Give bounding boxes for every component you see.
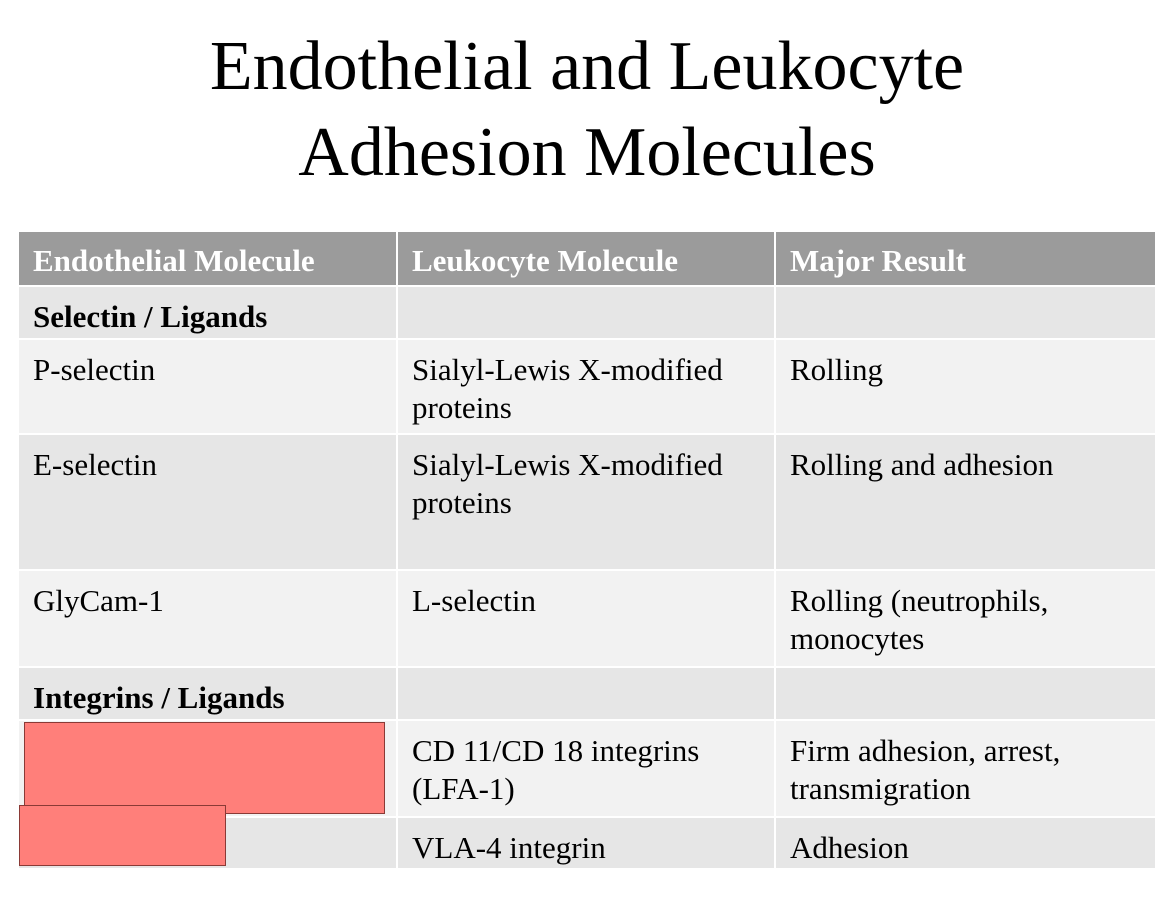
table-cell: L-selectin [397, 570, 775, 667]
redaction-box [19, 805, 226, 866]
table-cell: Adhesion [775, 817, 1155, 869]
table-cell [775, 667, 1155, 720]
table-cell: CD 11/CD 18 integrins (LFA-1) [397, 720, 775, 817]
section-heading-integrins: Integrins / Ligands [19, 667, 397, 720]
table-cell: Sialyl-Lewis X-modified proteins [397, 434, 775, 570]
table-cell: Rolling (neutrophils, monocytes [775, 570, 1155, 667]
slide-title-line-1: Endothelial and Leukocyte [209, 28, 965, 105]
table-row [19, 570, 1155, 667]
table-cell: VLA-4 integrin [397, 817, 775, 869]
table-cell: Rolling [775, 339, 1155, 434]
table-cell [397, 667, 775, 720]
table-cell: P-selectin [19, 339, 397, 434]
table-row [19, 286, 1155, 339]
header-major-result: Major Result [775, 232, 1155, 286]
table-cell [775, 286, 1155, 339]
table-row [19, 434, 1155, 570]
slide-title [0, 24, 1174, 196]
table-row [19, 339, 1155, 434]
table-header-row [19, 232, 1155, 286]
slide-title-line-2: Adhesion Molecules [298, 114, 876, 191]
table-cell: GlyCam-1 [19, 570, 397, 667]
section-heading-selectin: Selectin / Ligands [19, 286, 397, 339]
header-endothelial-molecule: Endothelial Molecule [19, 232, 397, 286]
table-cell [397, 286, 775, 339]
table-cell: Rolling and adhesion [775, 434, 1155, 570]
table-cell: E-selectin [19, 434, 397, 570]
redaction-box [24, 722, 385, 814]
header-leukocyte-molecule: Leukocyte Molecule [397, 232, 775, 286]
table-row [19, 667, 1155, 720]
table-cell: Firm adhesion, arrest, transmigration [775, 720, 1155, 817]
table-cell: Sialyl-Lewis X-modified proteins [397, 339, 775, 434]
